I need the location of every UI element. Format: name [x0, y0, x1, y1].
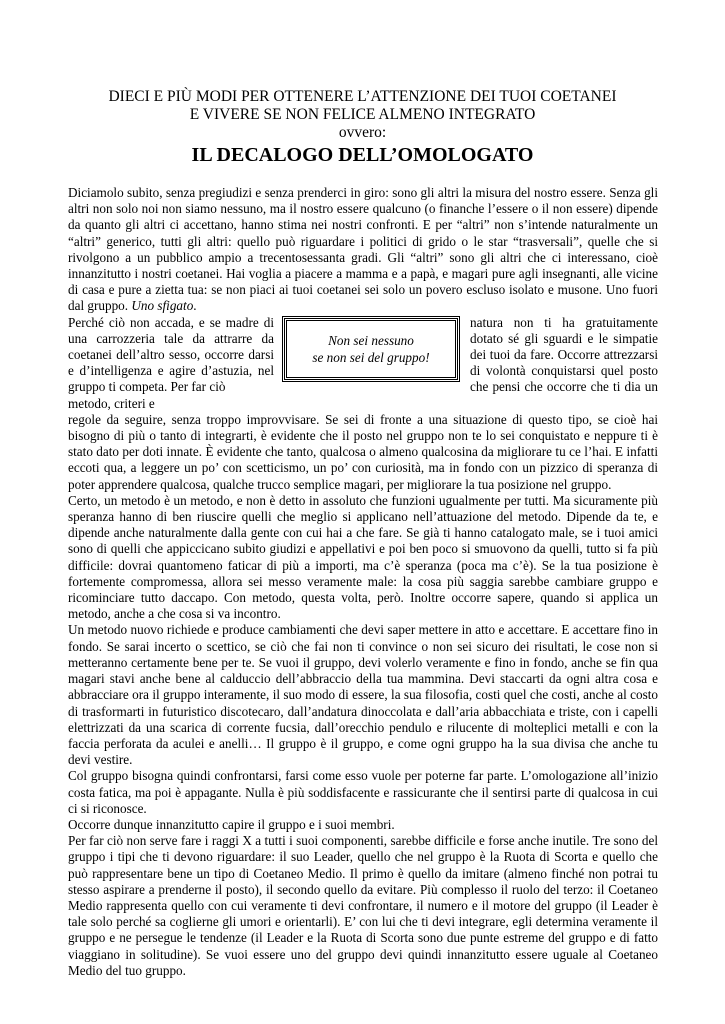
paragraph-1-end: . — [193, 298, 197, 314]
callout-line-2: se non sei del gruppo! — [312, 349, 430, 365]
paragraph-2-rest: regole da seguire, senza troppo improvvisare. Se sei di fronte a una situazione di questo tipo, se cioè hai bisogno di più o tanto di integrarti, è evidente che il posto nel gruppo non te lo sei conquistato e neppure ti è stato dato per doti innate. È evidente che tanto, qualcosa o almeno qualcosina da migliorare tu ce l’hai. E infatti eccoti qua, a leggere un po’ con scetticismo, un po’ con curiosità, ma in fondo con un pizzico di speranza di poter apprendere qualcosa, qualche trucco semplice magari, per migliorare la tua posizione nel gruppo. — [68, 411, 658, 492]
body-text — [68, 185, 658, 979]
header-line-1: DIECI E PIÙ MODI PER OTTENERE L’ATTENZIONE DEI TUOI COETANEI — [108, 88, 617, 105]
paragraph-1-text: Diciamolo subito, senza pregiudizi e senza prenderci in giro: sono gli altri la misura del nostro essere. Senza gli altri non solo noi non siamo nessuno, ma il nostro essere qualcuno (o finanche l’essere o il non essere) dipende da quanto gli altri ci accettano, hanno stima nei nostri confronti. E per “altri” non s’intende naturalmente un “altri” generico, tutti gli altri: quello può riguardare i politici di grido o le star “trasversali”, quelle che si rivolgono a un pubblico ampio a trecentosessanta gradi. Gli “altri” sono gli altri che ci interessano, cioè innanzitutto i nostri coetanei. Hai voglia a piacere a mamma e a papà, e magari pure agli insegnanti, alle vicine di casa e pure a zietta tua: se non piaci ai tuoi coetanei sei solo un povero escluso isolato e musone. Uno fuori dal gruppo. — [68, 185, 658, 314]
header-line-2: E VIVERE SE NON FELICE ALMENO INTEGRATO — [189, 106, 536, 123]
callout-box — [282, 316, 460, 382]
callout-inner — [286, 320, 456, 378]
paragraph-1 — [68, 185, 658, 315]
paragraph-2-right: natura non ti ha gratuitamente dotato sé gli sguardi e le simpatie dei tuoi da fare. Occorre attrezzarsi di volontà conquistarsi quel posto che pensi che occorre che ti dia un metodo, criteri e — [68, 314, 658, 411]
paragraph-2-left: Perché ciò non accada, e se madre di una carrozzeria tale da attrarre da coetanei dell’altro sesso, occorre darsi e d’intelligenza e agire d’astuzia, nel gruppo ti competa. Per far ciò — [68, 314, 274, 395]
paragraph-2-wrap — [68, 315, 658, 412]
paragraph-1-emphasis: Uno sfigato — [131, 298, 194, 314]
callout-line-1: Non sei nessuno — [328, 332, 414, 348]
paragraph-5: Col gruppo bisogna quindi confrontarsi, farsi come esso vuole per poterne far parte. L’omologazione all’inizio costa fatica, ma poi è appagante. Nulla è più soddisfacente e rassicurante che il sentirsi parte di qualcosa in cui ci si riconosce. — [68, 768, 658, 816]
header-line-3: ovvero: — [338, 124, 387, 141]
paragraph-6: Occorre dunque innanzitutto capire il gruppo e i suoi membri. — [68, 816, 395, 832]
paragraph-7: Per far ciò non serve fare i raggi X a tutti i suoi componenti, sarebbe difficile e forse anche inutile. Tre sono del gruppo i tipi che ti devono riguardare: il suo Leader, quello che nel gruppo è la Ruota di Scorta e quello che può rappresentare bene un tipo di Coetaneo Medio. Il primo è quello da imitare (almeno finché non potrai tu stesso aspirare a prenderne il posto), il secondo quello da evitare. Più complesso il ruolo del terzo: il Coetaneo Medio rappresenta quello con cui veramente ti devi confrontare, il numero e il motore del gruppo (il Leader è tale solo perché sa coglierne gli umori e orientarli). E’ con lui che ti devi integrare, egli determina veramente il gruppo e ne persegue le tendenze (il Leader e la Ruota di Scorta sono due punte estreme del gruppo e di fatto viaggiano in solitudine). Se vuoi essere uno del gruppo devi quindi innanzitutto essere uguale al Coetaneo Medio del tuo gruppo. — [68, 833, 658, 978]
document-title: IL DECALOGO DELL’OMOLOGATO — [191, 144, 534, 166]
paragraph-3: Certo, un metodo è un metodo, e non è detto in assoluto che funzioni ugualmente per tutti. Ma sicuramente più speranza hanno di ben riuscire quelli che meglio si applicano nell’attuazione del metodo. Dipende da te, e dipende anche naturalmente dalla gente con cui hai a che fare. Se già ti hanno catalogato male, se i tuoi amici sono di quelli che appiccicano subito giudizi e appellativi e poi ben poco si smuovono da quelli, tutto si fa più difficile: dovrai quantomeno faticar di più a importi, ma c’è speranza (poca ma c’è). Se la tua posizione è fortemente compromessa, allora sei messo veramente male: la cosa più saggia sarebbe cambiare gruppo e ricominciare tutto daccapo. Con metodo, questa volta, però. Inoltre occorre sapere, quando si applica un metodo, anche a che cosa si va incontro. — [68, 492, 658, 622]
paragraph-4: Un metodo nuovo richiede e produce cambiamenti che devi saper mettere in atto e accettare. E accettare fino in fondo. Se sarai incerto o scettico, se ciò che fai non ti convince o non sei sicuro dei risultati, le cose non si metteranno certamente bene per te. Se vuoi il gruppo, devi volerlo veramente e fino in fondo, anche se fin qua magari stavi anche bene al calduccio dell’abbraccio della tua mammina. Devi staccarti da ogni altra cosa e abbracciare ora il gruppo interamente, il suo modo di essere, la sua filosofia, costi quel che costi, anche al costo di trasformarti in futuristico discotecaro, dall’andatura dinoccolata e dall’aria abbacchiata e triste, con i capelli elettrizzati da una scarica di corrente fucsia, dall’orecchio pendulo e rilucente di molteplici metalli e con la faccia perforata da aculei e anelli… Il gruppo è il gruppo, e come ogni gruppo ha la sua divisa che anche tu devi vestire. — [68, 622, 658, 768]
